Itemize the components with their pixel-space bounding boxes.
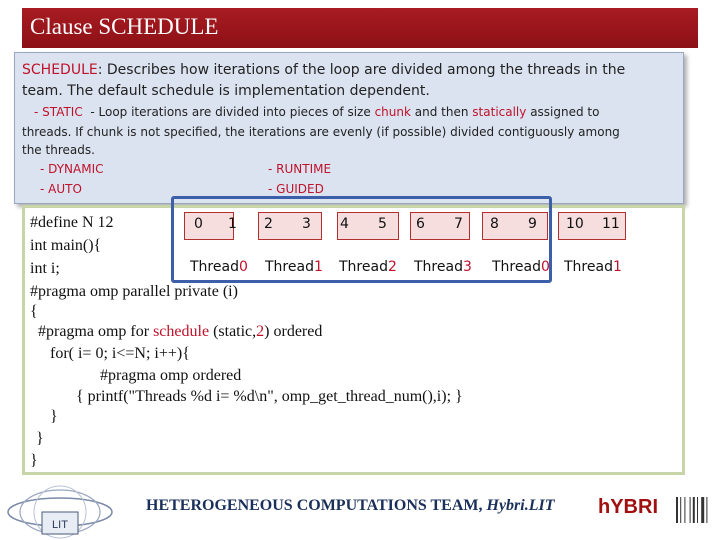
description-line-2: team. The default schedule is implementation dependent. — [22, 83, 430, 99]
thread-label: Thread0 — [492, 259, 550, 275]
code-line-5: { — [30, 303, 38, 320]
iteration-number: 7 — [454, 216, 463, 232]
barcode-bar — [706, 497, 707, 523]
code-line-11: } — [36, 430, 44, 447]
barcode-bar — [676, 497, 678, 523]
thread-label: Thread1 — [265, 259, 323, 275]
code-line-6: #pragma omp for schedule (static,2) ordered — [38, 323, 323, 340]
code-line-4: #pragma omp parallel private (i) — [30, 283, 238, 300]
iteration-number: 9 — [528, 216, 537, 232]
code-line-9: { printf("Threads %d i= %d\n", omp_get_thread_num(),i); } — [76, 388, 463, 405]
title-bar — [22, 8, 698, 48]
code-line-3: int i; — [30, 260, 60, 277]
thread-label: Thread3 — [414, 259, 472, 275]
iteration-number: 11 — [602, 216, 620, 232]
barcode-bar — [693, 497, 695, 523]
code-line-12: } — [30, 452, 38, 469]
thread-label: Thread2 — [339, 259, 397, 275]
static-label: STATIC — [42, 105, 83, 119]
thread-label: Thread1 — [564, 259, 622, 275]
iteration-number: 0 — [194, 216, 203, 232]
barcode-bar — [697, 497, 698, 523]
static-line: - STATIC - Loop iterations are divided into pieces of size chunk and then statically assigned to — [34, 105, 600, 119]
barcode-bar — [680, 497, 681, 523]
logo-text-lit: LIT — [52, 519, 68, 531]
iteration-number: 8 — [490, 216, 499, 232]
description-line-5: the threads. — [22, 143, 95, 157]
barcode-bar — [690, 497, 691, 523]
schedule-label: SCHEDULE — [22, 62, 98, 78]
description-line-1: SCHEDULE: Describes how iterations of the loop are divided among the threads in the — [22, 62, 626, 78]
iteration-number: 2 — [264, 216, 273, 232]
iteration-pair-cell — [184, 212, 234, 240]
chunk-value: 2 — [256, 323, 265, 340]
code-line-8: #pragma omp ordered — [100, 367, 242, 384]
code-line-10: } — [50, 408, 58, 425]
iteration-number: 3 — [302, 216, 311, 232]
slide-title: Clause SCHEDULE — [30, 14, 219, 39]
iteration-number: 4 — [340, 216, 349, 232]
auto-label: - AUTO — [40, 182, 82, 196]
hybri-logo: hYBRI — [598, 496, 658, 518]
thread-label: Thread0 — [190, 259, 248, 275]
iteration-number: 6 — [416, 216, 425, 232]
iteration-number: 10 — [566, 216, 584, 232]
code-line-7: for( i= 0; i<=N; i++){ — [50, 345, 190, 362]
dynamic-label: - DYNAMIC — [40, 162, 104, 176]
barcode-bar — [701, 497, 704, 523]
schedule-keyword: schedule — [153, 323, 210, 340]
iteration-number: 1 — [228, 216, 237, 232]
code-line-2: int main(){ — [30, 237, 102, 254]
iteration-number: 5 — [378, 216, 387, 232]
barcode-bar — [684, 497, 685, 523]
code-line-1: #define N 12 — [30, 214, 114, 231]
runtime-label: - RUNTIME — [268, 162, 332, 176]
footer-team: HETEROGENEOUS COMPUTATIONS TEAM, Hybri.LIT — [146, 497, 555, 514]
barcode-graphic — [676, 497, 716, 523]
lit-logo — [0, 478, 120, 540]
description-line-4: threads. If chunk is not specified, the iterations are evenly (if possible) divided contiguously among — [22, 125, 620, 139]
guided-label: - GUIDED — [268, 182, 324, 196]
footer-project: Hybri.LIT — [486, 497, 555, 514]
